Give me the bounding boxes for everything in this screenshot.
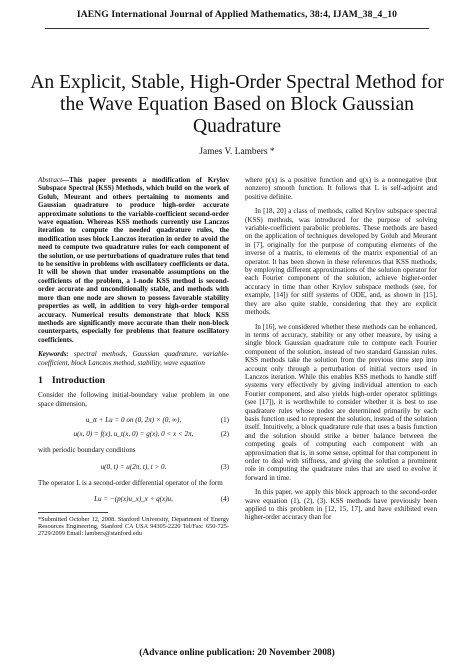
equation-4 bbox=[38, 492, 229, 506]
footnote-rule bbox=[38, 512, 108, 513]
right-paragraph-1: where p(x) is a positive function and q(x) is a nonnegative (but nonzero) smooth function. It follows that L is self-adjoint and positive definite. bbox=[245, 176, 437, 201]
equation-3 bbox=[38, 460, 229, 474]
equation-body: u(x, 0) = f(x), u_t(x, 0) = g(x), 0 < x < 2π, bbox=[73, 430, 194, 439]
keywords-text: spectral methods, Gaussian quadrature, variable-coefficient, block Lanczos method, stability, wave equation bbox=[38, 350, 229, 367]
right-paragraph-3: In [16], we considered whether these methods can be enhanced, in terms of accuracy, stability or any other measure, by using a single block Gaussian quadrature rule to compute each Fourier component of the solution, instead of two standard Gaussian rules. KSS methods take the solution from the previous time step into account only through a perturbation of initial vectors used in Lanczos iteration. While this enables KSS methods to handle stiff systems very effectively by giving individual attention to each Fourier component, and also yields high-order operator splittings (see [17]), it is worthwhile to consider whether it is best to use quadrature rules whose nodes are determined primarily by each basis function used to represent the solution, instead of the solution itself. Intuitively, a block quadrature rule that uses a basis function and the solution should strike a better balance between the competing goals of computing each component with an approximation that is, in some sense, optimal for that component in order to deal with stiffness, and giving the solution a prominent role in computing the quadrature rules that are used to evolve it forward in time. bbox=[245, 322, 437, 482]
header-rule bbox=[45, 28, 429, 29]
intro-paragraph-3: The operator L is a second-order differential operator of the form bbox=[38, 478, 223, 487]
footnote: *Submitted October 12, 2008. Stanford University, Department of Energy Resources Engineering, Stanford CA USA 94305-2220 Tel/Fax: 650-725-2729/2099 Email: lambers@stanford.edu bbox=[38, 515, 229, 538]
section-number: 1 bbox=[38, 374, 43, 386]
abstract-text: —This paper presents a modification of Krylov Subspace Spectral (KSS) Methods, which build on the work of Golub, Meurant and others pertaining to moments and Gaussian quadrature to produce high-order accurate approximate solutions to the variable-coefficient second-order wave equation. Whereas KSS methods currently use Lanczos iteration to compute the needed quadrature rules, the modification uses block Lanczos iteration in order to avoid the need to compute two quadrature rules for each component of the solution, or use perturbations of quadrature rules that tend to be sensitive in problems with oscillatory coefficients or data. It will be shown that under reasonable assumptions on the coefficients of the problem, a 1-node KSS method is second-order accurate and unconditionally stable, and methods with more than one node are shown to possess favorable stability properties as well, in addition to very high-order temporal accuracy. Numerical results demonstrate that block KSS methods are significantly more accurate than their non-block counterparts, especially for problems that feature oscillatory coefficients. bbox=[38, 176, 229, 344]
section-title: Introduction bbox=[51, 374, 106, 386]
author-line: James V. Lambers * bbox=[199, 147, 275, 157]
keywords-label: Keywords: bbox=[38, 350, 69, 359]
abstract bbox=[38, 176, 229, 344]
keywords bbox=[38, 350, 229, 367]
intro-paragraph-1: Consider the following initial-boundary value problem in one space dimension, bbox=[38, 391, 229, 408]
equation-body: u(0, t) = u(2π, t), t > 0. bbox=[100, 462, 167, 471]
equation-body: Lu = −(p(x)u_x)_x + q(x)u, bbox=[94, 494, 173, 503]
right-paragraph-2: In [18, 20] a class of methods, called Krylov subspace spectral (KSS) methods, was introduced for the purpose of solving variable-coefficient parabolic problems. These methods are based on the application of techniques developed by Golub and Meurant in [7], originally for the purpose of computing elements of the inverse of a matrix, to elements of the matrix exponential of an operator. It has been shown in these references that KSS methods, by employing different approximations of the solution operator for each Fourier component of the solution, achieve higher-order accuracy in time than other Krylov subspace methods (see, for example, [14]) for stiff systems of ODE, and, as shown in [15], they are also quite stable, considering that they are explicit methods. bbox=[245, 207, 437, 317]
section-heading bbox=[38, 374, 229, 386]
equation-number: (1) bbox=[220, 416, 229, 425]
equation-2 bbox=[38, 427, 229, 441]
right-paragraph-4: In this paper, we apply this block approach to the second-order wave equation (1), (2), (3). KSS methods have previously been applied to this problem in [12, 15, 17], and have exhibited even higher-order accuracy than for bbox=[245, 488, 437, 522]
publication-footer: (Advance online publication: 20 November 2008) bbox=[139, 648, 335, 658]
right-column bbox=[245, 176, 437, 522]
equation-body: u_tt + Lu = 0 on (0, 2π) × (0, ∞), bbox=[85, 416, 182, 425]
abstract-label: Abstract bbox=[38, 176, 63, 184]
left-column bbox=[38, 176, 229, 538]
equation-number: (4) bbox=[220, 494, 229, 503]
paper-title: An Explicit, Stable, High-Order Spectral Method for the Wave Equation Based on Block Gaussian Quadrature bbox=[30, 72, 444, 137]
equation-number: (2) bbox=[220, 430, 229, 439]
intro-paragraph-2: with periodic boundary conditions bbox=[38, 446, 136, 455]
equation-1 bbox=[38, 413, 229, 427]
running-head: IAENG International Journal of Applied Mathematics, 38:4, IJAM_38_4_10 bbox=[76, 9, 398, 20]
equation-number: (3) bbox=[220, 462, 229, 471]
